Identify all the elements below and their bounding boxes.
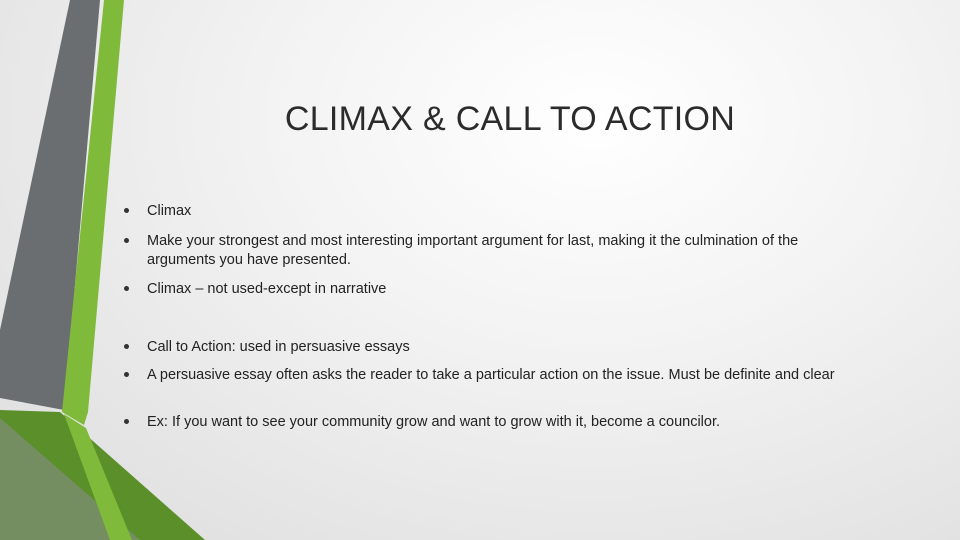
bullet-dot-icon xyxy=(124,238,129,243)
bullet-climax-narrative xyxy=(124,280,914,299)
bullet-strongest-argument xyxy=(124,232,914,270)
bullet-text: Ex: If you want to see your community grow and want to grow with it, become a councilor. xyxy=(147,414,721,430)
bullet-persuasive-essay xyxy=(124,366,914,385)
bullet-text: Call to Action: used in persuasive essays xyxy=(147,339,410,355)
bullet-text: Climax – not used-except in narrative xyxy=(147,281,387,297)
bullet-dot-icon xyxy=(124,344,129,349)
bullet-example xyxy=(124,413,914,432)
bullet-climax xyxy=(124,202,914,221)
bullet-dot-icon xyxy=(124,286,129,291)
slide-title: CLIMAX & CALL TO ACTION xyxy=(284,100,736,138)
bullet-call-to-action xyxy=(124,338,914,357)
bullet-text: A persuasive essay often asks the reader to take a particular action on the issue. Must be definite and clear xyxy=(147,367,835,383)
bullet-dot-icon xyxy=(124,419,129,424)
bullet-text: Climax xyxy=(147,203,192,219)
bullet-dot-icon xyxy=(124,372,129,377)
bullet-text: Make your strongest and most interesting important argument for last, making it the culmination of the arguments you have presented. xyxy=(147,233,799,268)
bullet-dot-icon xyxy=(124,208,129,213)
